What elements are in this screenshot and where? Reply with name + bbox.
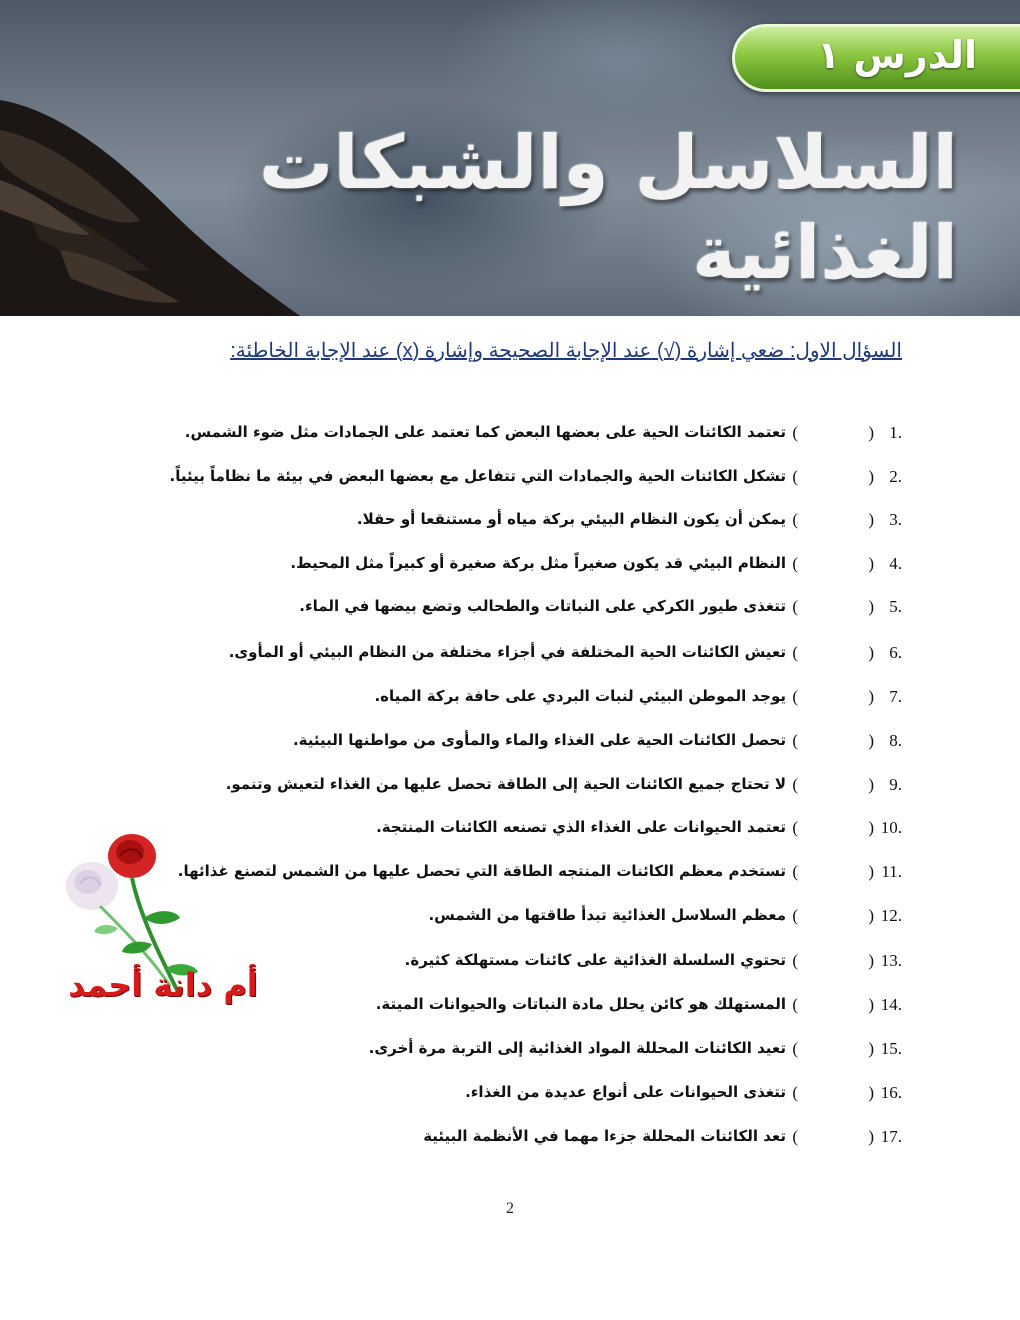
answer-box-close: ) xyxy=(792,687,798,706)
statement-row xyxy=(202,643,902,673)
statement-text: تعد الكائنات المحللة جزءا مهما في الأنظمة البيئية xyxy=(423,1127,786,1145)
answer-box-close: ) xyxy=(792,906,798,925)
answer-box-close: ) xyxy=(792,1039,798,1058)
statement-text: تشكل الكائنات الحية والجمادات التي تتفاعل مع بعضها البعض في بيئة ما نظاماً بيئياً. xyxy=(169,467,786,485)
statement-text: النظام البيئي قد يكون صغيراً مثل بركة صغيرة أو كبيراً مثل المحيط. xyxy=(290,554,786,572)
answer-box-close: ) xyxy=(792,554,798,573)
answer-box-open: ( xyxy=(868,687,874,706)
answer-box-close: ) xyxy=(792,643,798,662)
answer-box-open: ( xyxy=(868,1039,874,1058)
answer-box-open: ( xyxy=(868,423,874,442)
statement-row xyxy=(169,467,902,497)
answer-box-close: ) xyxy=(792,1083,798,1102)
statement-number: 8. xyxy=(889,731,902,750)
statement-text: يوجد الموطن البيئي لنبات البردي على حافة بركة المياه. xyxy=(374,687,786,705)
statement-number: 17. xyxy=(880,1127,902,1146)
statement-row xyxy=(202,995,902,1025)
answer-box-open: ( xyxy=(868,818,874,837)
answer-box-close: ) xyxy=(792,818,798,837)
answer-box-open: ( xyxy=(868,467,874,486)
statement-text: تستخدم معظم الكائنات المنتجه الطاقة التي تحصل عليها من الشمس لتصنع غذائها. xyxy=(177,862,786,880)
answer-box-close: ) xyxy=(792,995,798,1014)
answer-box-open: ( xyxy=(868,731,874,750)
lesson-title-line-2: الغذائية xyxy=(692,210,958,296)
statement-number: 6. xyxy=(889,643,902,662)
statement-text: تحصل الكائنات الحية على الغذاء والماء والمأوى من مواطنها البيئية. xyxy=(292,731,786,749)
answer-box-open: ( xyxy=(868,1127,874,1146)
signature-watermark: أم دانة أحمد xyxy=(68,966,258,1004)
answer-box-close: ) xyxy=(792,423,798,442)
statement-row xyxy=(202,818,902,848)
answer-box-close: ) xyxy=(792,510,798,529)
statement-text: تعيش الكائنات الحية المختلفة في أجزاء مختلفة من النظام البيئي أو المأوى. xyxy=(228,643,786,661)
answer-box-close: ) xyxy=(792,951,798,970)
statement-row xyxy=(202,1083,902,1113)
statement-row xyxy=(202,951,902,981)
answer-box-open: ( xyxy=(868,510,874,529)
answer-box-open: ( xyxy=(868,597,874,616)
statement-text: تعتمد الكائنات الحية على بعضها البعض كما تعتمد على الجمادات مثل ضوء الشمس. xyxy=(184,423,786,441)
statement-row xyxy=(184,423,902,453)
statement-row xyxy=(202,510,902,540)
statement-text: تعيد الكائنات المحللة المواد الغذائية إلى التربة مرة أخرى. xyxy=(368,1039,786,1057)
statement-number: 10. xyxy=(880,818,902,837)
answer-box-close: ) xyxy=(792,1127,798,1146)
lesson-title-line-1: السلاسل والشبكات xyxy=(258,120,958,206)
statement-number: 11. xyxy=(881,862,902,881)
answer-box-open: ( xyxy=(868,995,874,1014)
statement-row xyxy=(177,862,902,892)
statement-row xyxy=(202,1039,902,1069)
answer-box-open: ( xyxy=(868,554,874,573)
answer-box-close: ) xyxy=(792,467,798,486)
statement-text: تحتوي السلسلة الغذائية على كائنات مستهلكة كثيرة. xyxy=(404,951,786,969)
statement-row xyxy=(202,731,902,761)
statement-row xyxy=(202,554,902,584)
statement-text: تتغذى الحيوانات على أنواع عديدة من الغذاء. xyxy=(465,1083,786,1101)
statement-row xyxy=(202,687,902,717)
answer-box-close: ) xyxy=(792,775,798,794)
statement-text: تتغذى طيور الكركي على النباتات والطحالب وتضع بيضها في الماء. xyxy=(299,597,786,615)
answer-box-close: ) xyxy=(792,731,798,750)
statement-number: 4. xyxy=(889,554,902,573)
statement-row xyxy=(202,1127,902,1157)
statement-number: 5. xyxy=(889,597,902,616)
answer-box-open: ( xyxy=(868,643,874,662)
question-instruction: ضعي إشارة (√) عند الإجابة الصحيحة وإشارة (x) عند الإجابة الخاطئة: xyxy=(230,340,790,362)
statement-row xyxy=(202,597,902,627)
page-number: 2 xyxy=(506,1200,514,1217)
statement-row xyxy=(202,906,902,936)
answer-box-open: ( xyxy=(868,775,874,794)
answer-box-open: ( xyxy=(868,951,874,970)
statement-number: 3. xyxy=(889,510,902,529)
statement-number: 16. xyxy=(880,1083,902,1102)
statement-number: 7. xyxy=(889,687,902,706)
answer-box-close: ) xyxy=(792,862,798,881)
statement-text: المستهلك هو كائن يحلل مادة النباتات والحيوانات الميتة. xyxy=(375,995,786,1013)
statement-number: 2. xyxy=(889,467,902,486)
answer-box-open: ( xyxy=(868,862,874,881)
answer-box-open: ( xyxy=(868,906,874,925)
statement-text: يمكن أن يكون النظام البيئي بركة مياه أو مستنقعا أو حقلا. xyxy=(356,510,786,528)
statement-number: 1. xyxy=(889,423,902,442)
statement-row xyxy=(202,775,902,805)
statement-number: 15. xyxy=(880,1039,902,1058)
statement-number: 14. xyxy=(880,995,902,1014)
statement-text: تعتمد الحيوانات على الغذاء الذي تصنعه الكائنات المنتجة. xyxy=(376,818,786,836)
statement-text: معظم السلاسل الغذائية تبدأ طاقتها من الشمس. xyxy=(428,906,786,924)
statement-number: 13. xyxy=(880,951,902,970)
lesson-label: الدرس ١ xyxy=(817,33,977,77)
statement-text: لا تحتاج جميع الكائنات الحية إلى الطاقة تحصل عليها من الغذاء لتعيش وتنمو. xyxy=(225,775,786,793)
answer-box-open: ( xyxy=(868,1083,874,1102)
question-label: السؤال الاول: xyxy=(789,340,902,362)
statement-number: 12. xyxy=(880,906,902,925)
answer-box-close: ) xyxy=(792,597,798,616)
statement-number: 9. xyxy=(889,775,902,794)
